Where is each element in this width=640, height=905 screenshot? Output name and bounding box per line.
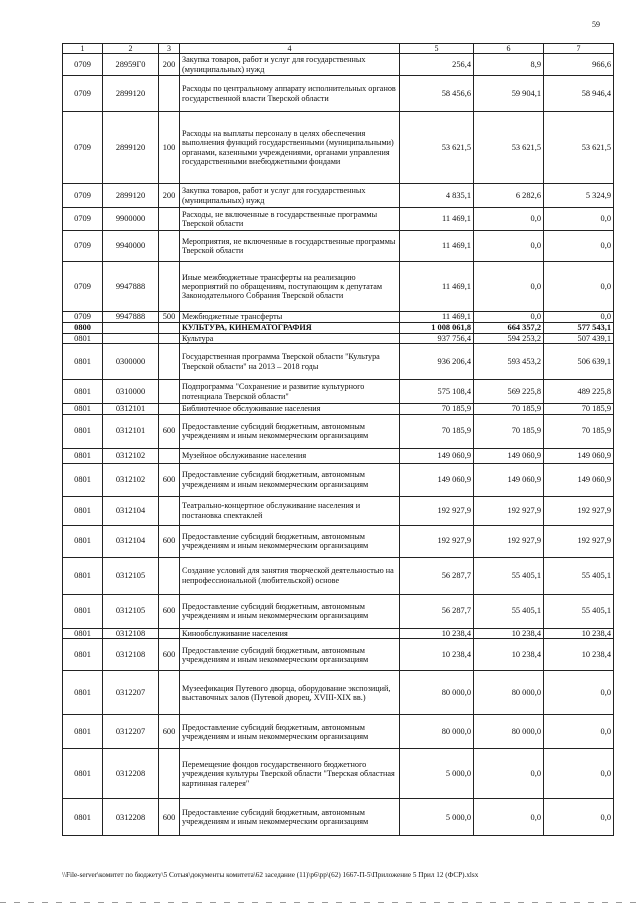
table-row <box>63 749 614 799</box>
target-article-cell: 0312104 <box>103 496 159 525</box>
section-code-cell: 0709 <box>63 184 103 208</box>
section-code-cell: 0801 <box>63 380 103 404</box>
amount-col7-cell: 53 621,5 <box>544 112 614 184</box>
section-code-cell: 0801 <box>63 496 103 525</box>
amount-col5-cell: 58 456,6 <box>400 76 474 112</box>
target-article-cell: 0312101 <box>103 404 159 415</box>
amount-col5-cell: 192 927,9 <box>400 525 474 557</box>
section-code-cell: 0801 <box>63 594 103 628</box>
amount-col5-cell: 11 469,1 <box>400 208 474 231</box>
expense-type-cell: 200 <box>159 54 180 76</box>
description-cell: Закупка товаров, работ и услуг для государственных (муниципальных) нужд <box>180 184 400 208</box>
amount-col6-cell: 594 253,2 <box>474 333 544 344</box>
section-code-cell: 0801 <box>63 557 103 594</box>
amount-col5-cell: 149 060,9 <box>400 463 474 496</box>
target-article-cell: 0312101 <box>103 414 159 448</box>
target-article-cell: 0300000 <box>103 344 159 380</box>
table-header-row <box>63 44 614 54</box>
amount-col5-cell: 1 008 061,8 <box>400 322 474 333</box>
amount-col7-cell: 55 405,1 <box>544 557 614 594</box>
amount-col5-cell: 80 000,0 <box>400 715 474 749</box>
expense-type-cell <box>159 76 180 112</box>
table-row <box>63 380 614 404</box>
table-row <box>63 231 614 262</box>
amount-col5-cell: 10 238,4 <box>400 639 474 671</box>
section-code-cell: 0801 <box>63 404 103 415</box>
table-row <box>63 208 614 231</box>
table-row <box>63 112 614 184</box>
expense-type-cell: 600 <box>159 525 180 557</box>
expense-type-cell: 600 <box>159 414 180 448</box>
section-code-cell: 0709 <box>63 208 103 231</box>
amount-col5-cell: 80 000,0 <box>400 671 474 715</box>
amount-col5-cell: 149 060,9 <box>400 448 474 463</box>
amount-col7-cell: 0,0 <box>544 749 614 799</box>
section-code-cell: 0801 <box>63 344 103 380</box>
section-code-cell: 0801 <box>63 749 103 799</box>
section-code-cell: 0801 <box>63 414 103 448</box>
expense-type-cell: 200 <box>159 184 180 208</box>
expense-type-cell <box>159 404 180 415</box>
target-article-cell: 2899120 <box>103 184 159 208</box>
amount-col7-cell: 966,6 <box>544 54 614 76</box>
target-article-cell <box>103 322 159 333</box>
section-code-cell: 0709 <box>63 54 103 76</box>
section-code-cell: 0801 <box>63 333 103 344</box>
description-cell: Предоставление субсидий бюджетным, автономным учреждениям и иным некоммерческим организациям <box>180 639 400 671</box>
expense-type-cell: 600 <box>159 799 180 836</box>
expense-type-cell: 100 <box>159 112 180 184</box>
section-code-cell: 0709 <box>63 262 103 312</box>
section-code-cell: 0801 <box>63 628 103 639</box>
section-code-cell: 0801 <box>63 463 103 496</box>
table-row <box>63 333 614 344</box>
description-cell: Культура <box>180 333 400 344</box>
amount-col5-cell: 70 185,9 <box>400 404 474 415</box>
amount-col5-cell: 575 108,4 <box>400 380 474 404</box>
description-cell: Музеефикация Путевого дворца, оборудование экспозиций, выставочных залов (Путевой дворец, XVIII-XIX вв.) <box>180 671 400 715</box>
table-row <box>63 322 614 333</box>
page-number: 59 <box>592 20 600 29</box>
expense-type-cell <box>159 322 180 333</box>
amount-col7-cell: 0,0 <box>544 671 614 715</box>
amount-col6-cell: 59 904,1 <box>474 76 544 112</box>
amount-col6-cell: 10 238,4 <box>474 628 544 639</box>
table-row <box>63 715 614 749</box>
target-article-cell: 2899120 <box>103 112 159 184</box>
scan-edge-line <box>0 902 640 903</box>
section-code-cell: 0709 <box>63 76 103 112</box>
amount-col7-cell: 0,0 <box>544 715 614 749</box>
section-code-cell: 0801 <box>63 525 103 557</box>
amount-col5-cell: 192 927,9 <box>400 496 474 525</box>
amount-col5-cell: 4 835,1 <box>400 184 474 208</box>
budget-table <box>62 43 614 836</box>
description-cell: Мероприятия, не включенные в государственные программы Тверской области <box>180 231 400 262</box>
target-article-cell: 0312105 <box>103 557 159 594</box>
target-article-cell: 0312208 <box>103 799 159 836</box>
description-cell: Театрально-концертное обслуживание населения и постановка спектаклей <box>180 496 400 525</box>
expense-type-cell <box>159 208 180 231</box>
amount-col6-cell: 80 000,0 <box>474 715 544 749</box>
section-code-cell: 0709 <box>63 231 103 262</box>
amount-col6-cell: 192 927,9 <box>474 525 544 557</box>
expense-type-cell: 500 <box>159 312 180 323</box>
expense-type-cell: 600 <box>159 594 180 628</box>
amount-col6-cell: 8,9 <box>474 54 544 76</box>
description-cell: КУЛЬТУРА, КИНЕМАТОГРАФИЯ <box>180 322 400 333</box>
expense-type-cell <box>159 231 180 262</box>
section-code-cell: 0801 <box>63 671 103 715</box>
table-row <box>63 312 614 323</box>
amount-col7-cell: 58 946,4 <box>544 76 614 112</box>
amount-col5-cell: 53 621,5 <box>400 112 474 184</box>
amount-col5-cell: 5 000,0 <box>400 799 474 836</box>
amount-col6-cell: 664 357,2 <box>474 322 544 333</box>
expense-type-cell <box>159 262 180 312</box>
amount-col6-cell: 70 185,9 <box>474 414 544 448</box>
amount-col5-cell: 11 469,1 <box>400 312 474 323</box>
amount-col5-cell: 10 238,4 <box>400 628 474 639</box>
target-article-cell: 0312102 <box>103 463 159 496</box>
target-article-cell: 9940000 <box>103 231 159 262</box>
amount-col7-cell: 0,0 <box>544 799 614 836</box>
table-row <box>63 639 614 671</box>
amount-col7-cell: 489 225,8 <box>544 380 614 404</box>
description-cell: Библиотечное обслуживание населения <box>180 404 400 415</box>
expense-type-cell: 600 <box>159 715 180 749</box>
target-article-cell: 2899120 <box>103 76 159 112</box>
table-row <box>63 671 614 715</box>
amount-col7-cell: 70 185,9 <box>544 404 614 415</box>
target-article-cell: 0312108 <box>103 628 159 639</box>
table-row <box>63 76 614 112</box>
amount-col5-cell: 256,4 <box>400 54 474 76</box>
expense-type-cell <box>159 749 180 799</box>
target-article-cell: 0312208 <box>103 749 159 799</box>
description-cell: Расходы по центральному аппарату исполнительных органов государственной власти Тверской области <box>180 76 400 112</box>
expense-type-cell <box>159 333 180 344</box>
amount-col7-cell: 0,0 <box>544 312 614 323</box>
header-cell: 3 <box>159 44 180 54</box>
table-row <box>63 184 614 208</box>
amount-col7-cell: 192 927,9 <box>544 496 614 525</box>
description-cell: Перемещение фондов государственного бюджетного учреждения культуры Тверской области "Тверская областная картинная галерея" <box>180 749 400 799</box>
amount-col6-cell: 569 225,8 <box>474 380 544 404</box>
section-code-cell: 0801 <box>63 715 103 749</box>
amount-col7-cell: 5 324,9 <box>544 184 614 208</box>
amount-col5-cell: 936 206,4 <box>400 344 474 380</box>
amount-col5-cell: 70 185,9 <box>400 414 474 448</box>
header-cell: 6 <box>474 44 544 54</box>
target-article-cell: 0312207 <box>103 715 159 749</box>
table-row <box>63 344 614 380</box>
table-row <box>63 799 614 836</box>
description-cell: Расходы на выплаты персоналу в целях обеспечения выполнения функций государственными (муниципальными) органами, казенными учреждениями, органами управления государственными внебюджетными фондами <box>180 112 400 184</box>
section-code-cell: 0801 <box>63 448 103 463</box>
target-article-cell: 0312105 <box>103 594 159 628</box>
target-article-cell: 0312108 <box>103 639 159 671</box>
table-row <box>63 594 614 628</box>
expense-type-cell: 600 <box>159 639 180 671</box>
target-article-cell <box>103 333 159 344</box>
table-row <box>63 496 614 525</box>
amount-col7-cell: 192 927,9 <box>544 525 614 557</box>
description-cell: Создание условий для занятия творческой деятельностью на непрофессиональной (любительской) основе <box>180 557 400 594</box>
section-code-cell: 0800 <box>63 322 103 333</box>
header-cell: 5 <box>400 44 474 54</box>
amount-col7-cell: 10 238,4 <box>544 639 614 671</box>
amount-col5-cell: 11 469,1 <box>400 262 474 312</box>
amount-col6-cell: 53 621,5 <box>474 112 544 184</box>
amount-col6-cell: 55 405,1 <box>474 594 544 628</box>
section-code-cell: 0709 <box>63 112 103 184</box>
table-row <box>63 404 614 415</box>
expense-type-cell <box>159 344 180 380</box>
description-cell: Музейное обслуживание населения <box>180 448 400 463</box>
section-code-cell: 0709 <box>63 312 103 323</box>
description-cell: Предоставление субсидий бюджетным, автономным учреждениям и иным некоммерческим организациям <box>180 594 400 628</box>
header-cell: 7 <box>544 44 614 54</box>
table-row <box>63 557 614 594</box>
table-row <box>63 463 614 496</box>
expense-type-cell <box>159 628 180 639</box>
amount-col6-cell: 0,0 <box>474 799 544 836</box>
expense-type-cell <box>159 496 180 525</box>
description-cell: Иные межбюджетные трансферты на реализацию мероприятий по обращениям, поступающим к депутатам Законодательного Собрания Тверской области <box>180 262 400 312</box>
file-path-footer: \\File-server\комитет по бюджету\5 Сотыя\документы комитета\62 заседание (11)\р6\рр\(62) 1667-П-5\Приложение 5 Прил 12 (ФСР).xlsx <box>62 871 479 879</box>
amount-col6-cell: 0,0 <box>474 208 544 231</box>
description-cell: Предоставление субсидий бюджетным, автономным учреждениям и иным некоммерческим организациям <box>180 414 400 448</box>
amount-col7-cell: 0,0 <box>544 208 614 231</box>
amount-col6-cell: 0,0 <box>474 231 544 262</box>
amount-col7-cell: 506 639,1 <box>544 344 614 380</box>
amount-col7-cell: 0,0 <box>544 262 614 312</box>
amount-col6-cell: 149 060,9 <box>474 448 544 463</box>
amount-col6-cell: 6 282,6 <box>474 184 544 208</box>
target-article-cell: 9900000 <box>103 208 159 231</box>
expense-type-cell: 600 <box>159 463 180 496</box>
amount-col5-cell: 56 287,7 <box>400 557 474 594</box>
expense-type-cell <box>159 671 180 715</box>
section-code-cell: 0801 <box>63 799 103 836</box>
amount-col5-cell: 5 000,0 <box>400 749 474 799</box>
amount-col6-cell: 70 185,9 <box>474 404 544 415</box>
table-row <box>63 525 614 557</box>
target-article-cell: 0312104 <box>103 525 159 557</box>
description-cell: Закупка товаров, работ и услуг для государственных (муниципальных) нужд <box>180 54 400 76</box>
amount-col6-cell: 149 060,9 <box>474 463 544 496</box>
table-row <box>63 628 614 639</box>
table-row <box>63 448 614 463</box>
target-article-cell: 0312207 <box>103 671 159 715</box>
amount-col5-cell: 937 756,4 <box>400 333 474 344</box>
amount-col6-cell: 10 238,4 <box>474 639 544 671</box>
table-row <box>63 414 614 448</box>
amount-col6-cell: 0,0 <box>474 262 544 312</box>
target-article-cell: 28959Г0 <box>103 54 159 76</box>
description-cell: Предоставление субсидий бюджетным, автономным учреждениям и иным некоммерческим организациям <box>180 525 400 557</box>
amount-col5-cell: 56 287,7 <box>400 594 474 628</box>
amount-col6-cell: 0,0 <box>474 312 544 323</box>
header-cell: 1 <box>63 44 103 54</box>
description-cell: Межбюджетные трансферты <box>180 312 400 323</box>
target-article-cell: 0312102 <box>103 448 159 463</box>
amount-col7-cell: 10 238,4 <box>544 628 614 639</box>
amount-col7-cell: 149 060,9 <box>544 463 614 496</box>
amount-col6-cell: 0,0 <box>474 749 544 799</box>
table-row <box>63 262 614 312</box>
amount-col7-cell: 577 543,1 <box>544 322 614 333</box>
expense-type-cell <box>159 448 180 463</box>
table-row <box>63 54 614 76</box>
amount-col6-cell: 593 453,2 <box>474 344 544 380</box>
description-cell: Предоставление субсидий бюджетным, автономным учреждениям и иным некоммерческим организациям <box>180 715 400 749</box>
amount-col7-cell: 507 439,1 <box>544 333 614 344</box>
expense-type-cell <box>159 557 180 594</box>
description-cell: Предоставление субсидий бюджетным, автономным учреждениям и иным некоммерческим организациям <box>180 799 400 836</box>
description-cell: Предоставление субсидий бюджетным, автономным учреждениям и иным некоммерческим организациям <box>180 463 400 496</box>
amount-col7-cell: 0,0 <box>544 231 614 262</box>
target-article-cell: 0310000 <box>103 380 159 404</box>
amount-col7-cell: 55 405,1 <box>544 594 614 628</box>
description-cell: Государственная программа Тверской области "Культура Тверской области" на 2013 – 2018 годы <box>180 344 400 380</box>
target-article-cell: 9947888 <box>103 312 159 323</box>
header-cell: 4 <box>180 44 400 54</box>
description-cell: Расходы, не включенные в государственные программы Тверской области <box>180 208 400 231</box>
amount-col6-cell: 55 405,1 <box>474 557 544 594</box>
section-code-cell: 0801 <box>63 639 103 671</box>
amount-col7-cell: 70 185,9 <box>544 414 614 448</box>
expense-type-cell <box>159 380 180 404</box>
description-cell: Кинообслуживание населения <box>180 628 400 639</box>
description-cell: Подпрограмма "Сохранение и развитие культурного потенциала Тверской области" <box>180 380 400 404</box>
target-article-cell: 9947888 <box>103 262 159 312</box>
amount-col7-cell: 149 060,9 <box>544 448 614 463</box>
amount-col6-cell: 192 927,9 <box>474 496 544 525</box>
header-cell: 2 <box>103 44 159 54</box>
amount-col5-cell: 11 469,1 <box>400 231 474 262</box>
amount-col6-cell: 80 000,0 <box>474 671 544 715</box>
